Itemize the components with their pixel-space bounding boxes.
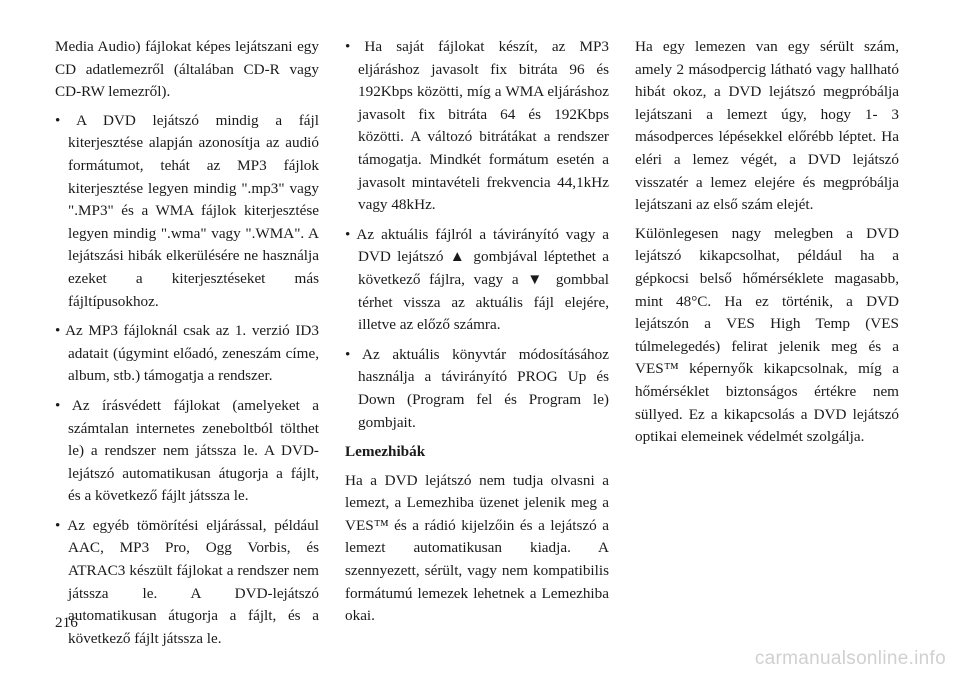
column-right <box>635 36 899 455</box>
intro-paragraph: Media Audio) fájlokat képes lejátszani egy CD adatlemezről (általában CD-R vagy CD-RW lemezről). <box>55 38 319 101</box>
damaged-track-paragraph: Ha egy lemezen van egy sérült szám, amely 2 másodpercig látható vagy hallható hibát okoz, a DVD lejátszó megpróbálja lejátszani a lemezt úgy, hogy 1- 3 másodperces lépésekkel előrébb léptet. Ha eléri a lemez végét, a DVD lejátszó visszatér a lemez elejére és megpróbálja lejátszani az első szám elejét. <box>635 38 899 214</box>
bullet-protected-files: • Az írásvédett fájlokat (amelyeket a számtalan internetes zeneboltból tölthet le) a rendszer nem játssza le. A DVD-lejátszó automatikusan átugorja a fájlt, és a következő fájlt játssza le. <box>55 396 319 505</box>
bullet-file-extension: • A DVD lejátszó mindig a fájl kiterjesztése alapján azonosítja az audió formátumot, tehát az MP3 fájlok kiterjesztése legyen mindig ".mp3" vagy ".MP3" és a WMA fájlok kiterjesztése legyen mindig ".wma" vagy ".WMA". A lejátszási hibák elkerülésére ne használja ezeket a kiterjesztéseket más fájltípusokhoz. <box>55 111 319 310</box>
watermark: carmanualsonline.info <box>754 648 946 669</box>
column-middle <box>345 36 609 634</box>
high-temperature-paragraph: Különlegesen nagy melegben a DVD lejátszó kikapcsolhat, például ha a gépkocsi belső hőmérséklete magasabb, mint 48°C. Ha ez történik, a DVD lejátszón a VES High Temp (VES túlmelegedés) felirat jelenik meg és a VES™ képernyők kikapcsolnak, míg a hőmérséklet biztonságos értékre nem süllyed. Ez a kikapcsolás a DVD lejátszó optikai elemeinek védelmét szolgálja. <box>635 224 899 446</box>
bullet-bitrate: • Ha saját fájlokat készít, az MP3 eljáráshoz javasolt fix bitráta 96 és 192Kbps közötti, míg a WMA eljáráshoz javasolt fix bitráta 64 és 192Kbps közötti. A változó bitrátákat a rendszer támogatja. Mindkét formátum esetén a javasolt mintavételi frekvencia 44,1kHz vagy 48kHz. <box>345 38 609 214</box>
section-heading-disc-errors: Lemezhibák <box>345 443 426 461</box>
disc-error-paragraph: Ha a DVD lejátszó nem tudja olvasni a lemezt, a Lemezhiba üzenet jelenik meg a VES™ és a rádió kijelzőin és a lejátszó a lemezt automatikusan kiadja. A szennyezett, sérült, vagy nem kompatibilis formátumú lemezek lehetnek a Lemezhiba okai. <box>345 471 609 625</box>
bullet-track-navigation: • Az aktuális fájlról a távirányító vagy a DVD lejátszó ▲ gombjával léptethet a következő fájlra, vagy a ▼ gombbal térhet vissza az aktuális fájl elejére, illetve az előző számra. <box>345 225 609 334</box>
page-number: 216 <box>55 614 78 631</box>
column-left <box>55 36 319 657</box>
bullet-id3-tags: • Az MP3 fájloknál csak az 1. verzió ID3 adatait (úgymint előadó, zeneszám címe, album, stb.) támogatja a rendszer. <box>55 322 319 385</box>
bullet-other-formats: • Az egyéb tömörítési eljárással, például AAC, MP3 Pro, Ogg Vorbis, és ATRAC3 készült fájlokat a rendszer nem játssza le. A DVD-lejátszó automatikusan átugorja a fájlt, és a következő fájlt játssza le. <box>55 516 319 647</box>
bullet-directory-change: • Az aktuális könyvtár módosításához használja a távirányító PROG Up és Down (Program fel és Program le) gombjait. <box>345 345 609 431</box>
